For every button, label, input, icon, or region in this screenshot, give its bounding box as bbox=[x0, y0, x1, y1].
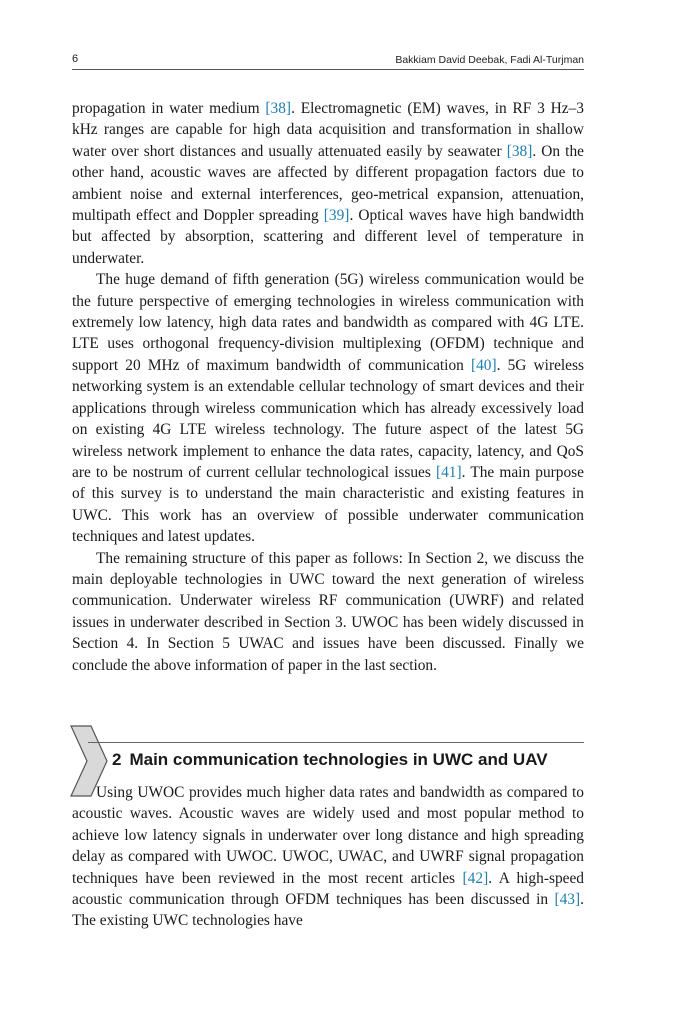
section-heading bbox=[112, 750, 592, 770]
text-segment: . Electromagnetic (EM) waves, in RF 3 Hz–3 kHz ranges are capable for high data acquisition and transformation in shallow water over short distances and usually attenuated easily by seawater bbox=[72, 100, 584, 160]
paragraph bbox=[72, 782, 584, 932]
running-head-authors: Bakkiam David Deebak, Fadi Al-Turjman bbox=[395, 54, 584, 66]
section-title: Main communication technologies in UWC and UAV bbox=[129, 750, 548, 769]
paragraph bbox=[72, 269, 584, 547]
citation-link[interactable]: [43] bbox=[554, 891, 581, 909]
text-segment: . 5G wireless networking system is an extendable cellular technology of smart devices and their applications through wireless communication which has already excessively load on existing 4G LTE wireless technology. The future aspect of the latest 5G wireless network implement to enhance the data rates, capacity, latency, and QoS are to be nostrum of current cellular technological issues bbox=[72, 356, 584, 481]
text-segment: Using UWOC provides much higher data rates and bandwidth as compared to acoustic waves. Acoustic waves are widely used and most popular method to achieve low latency signals in underwater over long distance and high spreading delay as compared with UWOC. UWOC, UWAC, and UWRF signal propagation techniques have been reviewed in the most recent articles bbox=[72, 784, 584, 887]
text-segment: . Optical waves have high bandwidth but affected by absorption, scattering and different level of temperature in underwater. bbox=[72, 207, 584, 267]
running-head bbox=[72, 51, 584, 70]
citation-link[interactable]: [39] bbox=[323, 207, 350, 225]
citation-link[interactable]: [38] bbox=[506, 142, 533, 160]
text-segment: . A high-speed acoustic communication through OFDM techniques has been discussed in bbox=[72, 869, 584, 909]
section-divider bbox=[88, 742, 584, 743]
section-number: 2 bbox=[112, 750, 122, 769]
citation-link[interactable]: [41] bbox=[435, 463, 462, 481]
text-segment: . On the other hand, acoustic waves are affected by different propagation factors due to ambient noise and external interferences, geo-metrical expansion, attenuation, multipath effect and Doppler spreading bbox=[72, 142, 584, 225]
page-number: 6 bbox=[72, 53, 79, 65]
text-segment: . The main purpose of this survey is to understand the main characteristic and existing features in UWC. This work has an overview of possible underwater communication techniques and latest updates. bbox=[72, 463, 584, 546]
citation-link[interactable]: [38] bbox=[265, 100, 292, 117]
citation-link[interactable]: [42] bbox=[462, 869, 489, 887]
text-segment: propagation in water medium bbox=[72, 100, 266, 117]
paragraph bbox=[72, 548, 584, 676]
text-segment: . The existing UWC technologies have bbox=[72, 891, 584, 930]
intro-text-block bbox=[72, 98, 584, 676]
text-segment: The huge demand of fifth generation (5G) wireless communication would be the future perspective of emerging technologies in wireless communication with extremely low latency, high data rates and bandwidth as compared with 4G LTE. LTE uses orthogonal frequency-division multiplexing (OFDM) technique and support 20 MHz of maximum bandwidth of communication bbox=[72, 271, 584, 374]
paragraph bbox=[72, 98, 584, 269]
section-text-block bbox=[72, 782, 584, 932]
text-segment: The remaining structure of this paper as follows: In Section 2, we discuss the main deployable technologies in UWC toward the next generation of wireless communication. Underwater wireless RF communication (UWRF) and related issues in underwater described in Section 3. UWOC has been widely discussed in Section 4. In Section 5 UWAC and issues have been discussed. Finally we conclude the above information of paper in the last section. bbox=[72, 549, 584, 674]
citation-link[interactable]: [40] bbox=[470, 356, 497, 374]
